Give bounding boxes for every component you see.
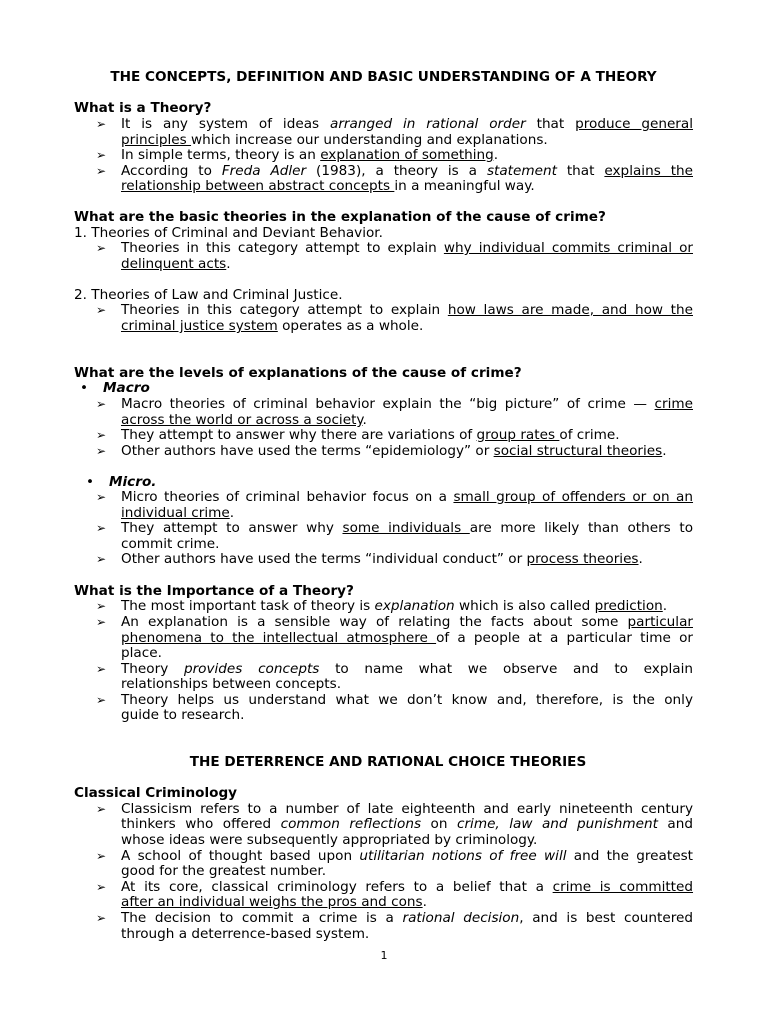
text-line: Other authors have used the terms “epidemiology” or social structural theories. — [121, 443, 667, 459]
text-line: In simple terms, theory is an explanation of something. — [121, 147, 499, 163]
text-line: relationship between abstract concepts in a meaningful way. — [121, 178, 535, 194]
section-title-deterrence: THE DETERRENCE AND RATIONAL CHOICE THEORIES — [189, 754, 587, 770]
subheading-macro: Macro — [103, 380, 150, 396]
text-line: According to Freda Adler (1983), a theory is a statement that explains the — [121, 163, 693, 179]
arrow-bullet-icon: ➢ — [96, 397, 107, 411]
section-heading-classical: Classical Criminology — [74, 785, 238, 801]
arrow-bullet-icon: ➢ — [96, 880, 107, 894]
arrow-bullet-icon: ➢ — [96, 599, 107, 613]
section-heading-basic-theories: What are the basic theories in the explanation of the cause of crime? — [74, 209, 606, 225]
text-line: Theories in this category attempt to explain why individual commits criminal or — [121, 240, 693, 256]
bullet-icon: • — [80, 380, 89, 396]
list-item: 2. Theories of Law and Criminal Justice. — [74, 287, 343, 303]
arrow-bullet-icon: ➢ — [96, 802, 107, 816]
subheading-micro: Micro. — [109, 474, 157, 490]
text-line: after an individual weighs the pros and cons. — [121, 894, 427, 910]
text-line: across the world or across a society. — [121, 412, 367, 428]
text-line: It is any system of ideas arranged in rational order that produce general — [121, 116, 694, 132]
text-line: A school of thought based upon utilitarian notions of free will and the greatest — [121, 848, 693, 864]
text-line: through a deterrence-based system. — [121, 926, 370, 942]
document-title: THE CONCEPTS, DEFINITION AND BASIC UNDERSTANDING OF A THEORY — [110, 69, 657, 85]
arrow-bullet-icon: ➢ — [96, 428, 107, 442]
text-line: criminal justice system operates as a whole. — [121, 318, 424, 334]
arrow-bullet-icon: ➢ — [96, 552, 107, 566]
text-line: Micro theories of criminal behavior focus on a small group of offenders or on an — [121, 489, 694, 505]
text-line: Theories in this category attempt to explain how laws are made, and how the — [121, 302, 693, 318]
arrow-bullet-icon: ➢ — [96, 615, 107, 629]
text-line: Macro theories of criminal behavior explain the “big picture” of crime — crime — [121, 396, 693, 412]
arrow-bullet-icon: ➢ — [96, 164, 107, 178]
arrow-bullet-icon: ➢ — [96, 911, 107, 925]
arrow-bullet-icon: ➢ — [96, 117, 107, 131]
arrow-bullet-icon: ➢ — [96, 693, 107, 707]
text-line: good for the greatest number. — [121, 863, 327, 879]
text-line: thinkers who offered common reflections on crime, law and punishment and — [121, 816, 694, 832]
text-line: Classicism refers to a number of late eighteenth and early nineteenth century — [121, 801, 693, 817]
section-heading-levels: What are the levels of explanations of the cause of crime? — [74, 365, 522, 381]
arrow-bullet-icon: ➢ — [96, 662, 107, 676]
arrow-bullet-icon: ➢ — [96, 148, 107, 162]
text-line: place. — [121, 645, 162, 661]
arrow-bullet-icon: ➢ — [96, 444, 107, 458]
arrow-bullet-icon: ➢ — [96, 241, 107, 255]
bullet-icon: • — [86, 474, 95, 490]
text-line: The decision to commit a crime is a rational decision, and is best countered — [121, 910, 693, 926]
section-heading-importance: What is the Importance of a Theory? — [74, 583, 354, 599]
arrow-bullet-icon: ➢ — [96, 521, 107, 535]
text-line: At its core, classical criminology refers to a belief that a crime is committed — [121, 879, 694, 895]
section-heading-what-is-theory: What is a Theory? — [74, 100, 212, 116]
text-line: Other authors have used the terms “individual conduct” or process theories. — [121, 551, 643, 567]
text-line: Theory helps us understand what we don’t know and, therefore, is the only — [121, 692, 693, 708]
text-line: The most important task of theory is explanation which is also called prediction. — [121, 598, 668, 614]
text-line: principles which increase our understanding and explanations. — [121, 132, 548, 148]
list-item: 1. Theories of Criminal and Deviant Behavior. — [74, 225, 383, 241]
text-line: phenomena to the intellectual atmosphere of a people at a particular time or — [121, 630, 693, 646]
text-line: Theory provides concepts to name what we observe and to explain — [121, 661, 693, 677]
page-number: 1 — [380, 949, 388, 962]
text-line: They attempt to answer why there are variations of group rates of crime. — [121, 427, 620, 443]
arrow-bullet-icon: ➢ — [96, 849, 107, 863]
text-line: commit crime. — [121, 536, 220, 552]
text-line: They attempt to answer why some individuals are more likely than others to — [121, 520, 694, 536]
text-line: delinquent acts. — [121, 256, 231, 272]
text-line: guide to research. — [121, 707, 245, 723]
arrow-bullet-icon: ➢ — [96, 303, 107, 317]
arrow-bullet-icon: ➢ — [96, 490, 107, 504]
text-line: individual crime. — [121, 505, 235, 521]
text-line: whose ideas were subsequently appropriated by criminology. — [121, 832, 538, 848]
text-line: relationships between concepts. — [121, 676, 342, 692]
text-line: An explanation is a sensible way of relating the facts about some particular — [121, 614, 693, 630]
